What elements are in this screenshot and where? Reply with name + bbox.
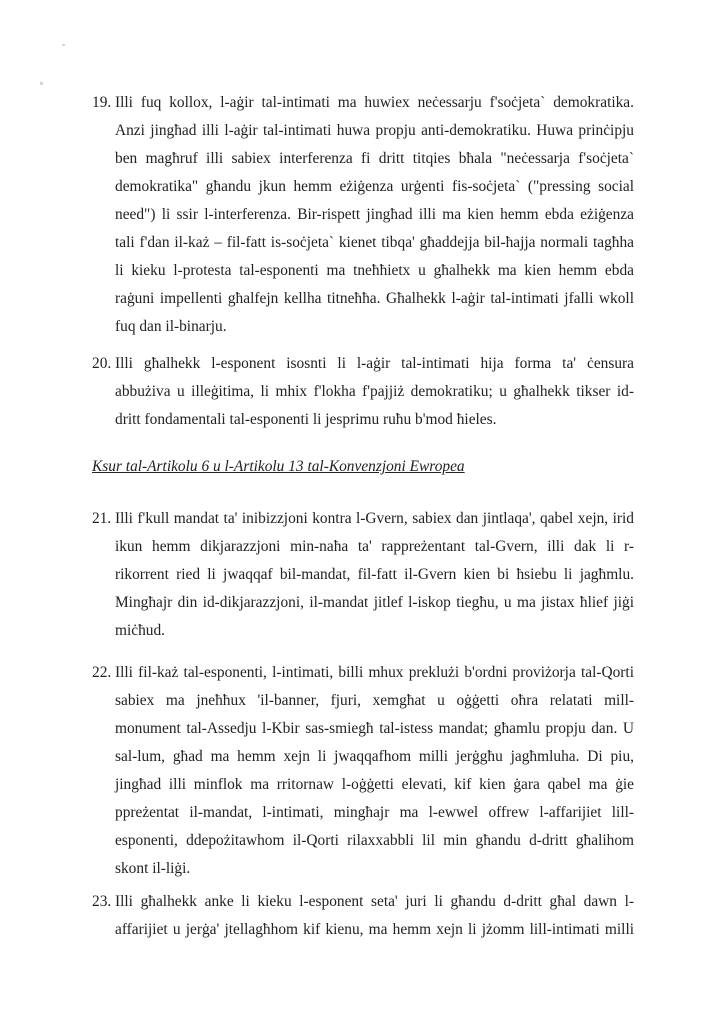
paragraph-line: raġuni impellenti għalfejn kellha titneħħa. Għalhekk l-aġir tal-intimati jfalli wkoll [115,290,634,307]
paragraph-line: rikorrent ried li jwaqqaf bil-mandat, fil-fatt il-Gvern kien bi ħsiebu li jagħmlu. [115,566,634,583]
scan-speck [62,44,65,46]
paragraph-line: demokratika" għandu jkun hemm eżiġenza urġenti fis-soċjeta` ("pressing social [115,178,634,195]
paragraph-line: dritt fondamentali tal-esponenti li jesprimu ruħu b'mod ħieles. [115,411,497,428]
scan-speck [40,82,43,85]
paragraph-line: sal-lum, għad ma hemm xejn li jwaqqafhom milli jerġgħu jagħmluha. Di piu, [115,748,634,765]
paragraph-line: monument tal-Assedju l-Kbir sas-smiegħ tal-istess mandat; għamlu propju dan. U [115,720,634,737]
paragraph-line: Mingħajr din id-dikjarazzjoni, il-mandat jitlef l-iskop tiegħu, u ma jistax ħlief jiġi [115,594,634,611]
paragraph-line: li kieku l-protesta tal-esponenti ma tneħħietx u għalhekk ma kien hemm ebda [115,262,634,279]
paragraph-line: Illi għalhekk anke li kieku l-esponent seta' juri li għandu d-dritt għal dawn l- [115,893,634,910]
paragraph-number: 19. [92,94,112,111]
paragraph-line: ppreżentat il-mandat, l-intimati, mingħajr ma l-ewwel offrew l-affarijiet lill- [115,804,634,821]
paragraph-number: 20. [92,355,112,372]
paragraph-line: Illi għalhekk l-esponent isosnti li l-aġir tal-intimati hija forma ta' ċensura [115,355,634,372]
paragraph-line: fuq dan il-binarju. [115,318,227,335]
paragraph-line: ben magħruf illi sabiex interferenza fi dritt titqies bħala "neċessarja f'soċjeta` [115,150,634,167]
paragraph-line: ikun hemm dikjarazzjoni min-naħa ta' rappreżentant tal-Gvern, illi dak li r- [115,538,634,555]
paragraph-line: skont il-liġi. [115,860,191,877]
paragraph-line: Illi f'kull mandat ta' inibizzjoni kontra l-Gvern, sabiex dan jintlaqa', qabel xejn, irid [115,510,634,527]
paragraph-number: 23. [92,893,112,910]
paragraph-line: need") li ssir l-interferenza. Bir-rispett jingħad illi ma kien hemm ebda eżiġenza [115,206,634,223]
paragraph-number: 21. [92,510,112,527]
paragraph-line: miċħud. [115,622,166,639]
paragraph-number: 22. [92,664,112,681]
paragraph-line: esponenti, ddepożitawhom il-Qorti rilaxxabbli lil min għandu d-dritt għalihom [115,832,634,849]
paragraph-line: Anzi jingħad illi l-aġir tal-intimati huwa propju anti-demokratiku. Huwa prinċipju [115,122,634,139]
paragraph-line: jingħad illi minflok ma rritornaw l-oġġetti elevati, kif kien ġara qabel ma ġie [115,776,634,793]
paragraph-line: Illi fuq kollox, l-aġir tal-intimati ma huwiex neċessarju f'soċjeta` demokratika. [115,94,634,111]
paragraph-line: tali f'dan il-każ – fil-fatt is-soċjeta` kienet tibqa' għaddejja bil-ħajja normali tagħha [115,234,634,251]
paragraph-line: sabiex ma jneħħux 'il-banner, fjuri, xemgħat u oġġetti oħra relatati mill- [115,692,634,709]
paragraph-line: abbużiva u illeġitima, li mhix f'lokha f'pajjiż demokratiku; u għalhekk tikser id- [115,383,634,400]
section-heading: Ksur tal-Artikolu 6 u l-Artikolu 13 tal-Konvenzjoni Ewropea [92,458,465,475]
paragraph-line: Illi fil-każ tal-esponenti, l-intimati, billi mhux preklużi b'ordni proviżorja tal-Qorti [115,664,634,681]
paragraph-line: affarijiet u jerġa' jtellagħhom kif kienu, ma hemm xejn li jżomm lill-intimati milli [115,921,634,938]
